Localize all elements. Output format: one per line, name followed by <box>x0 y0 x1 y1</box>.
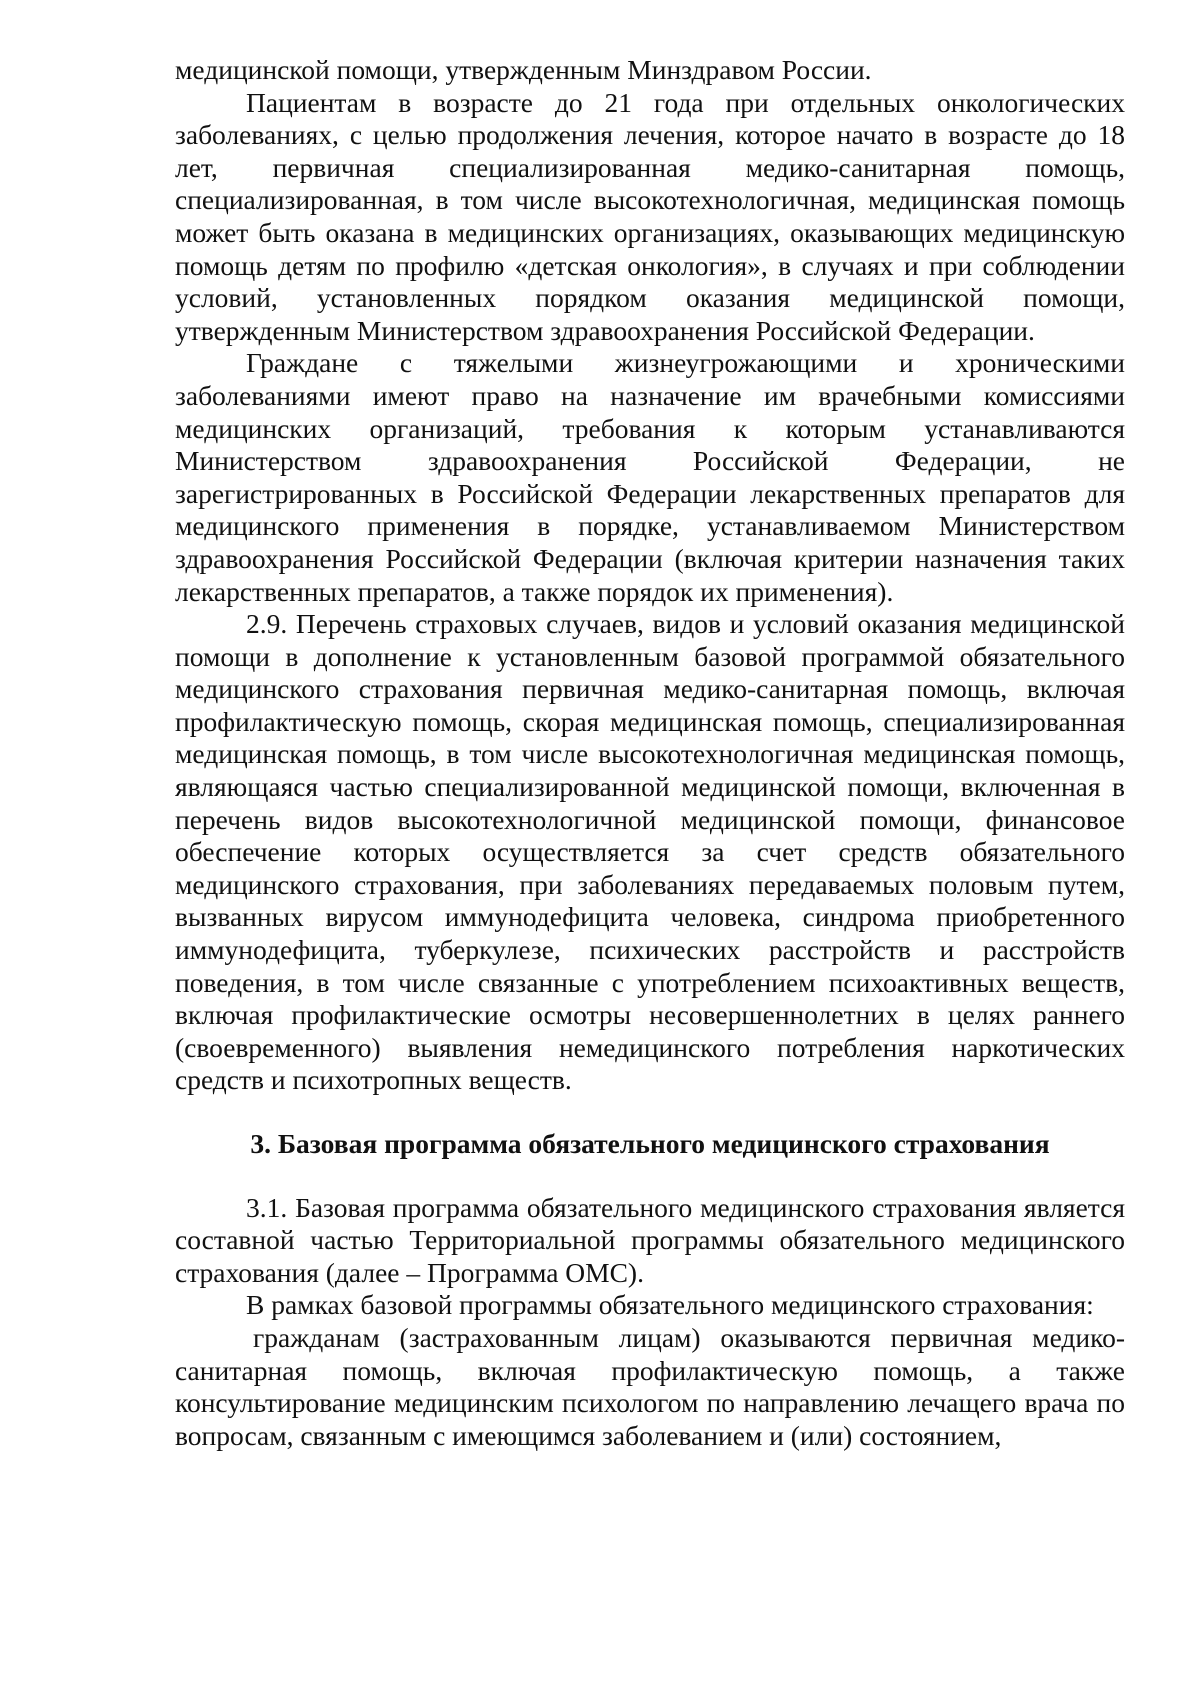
document-page <box>175 54 1125 1452</box>
paragraph-oncology: Пациентам в возрасте до 21 года при отдельных онкологических заболеваниях, с целью продолжения лечения, которое начато в возрасте до 18 лет, первичная специализированная медико-санитарная помощь, специализированная, в том числе высокотехнологичная, медицинская помощь может быть оказана в медицинских организациях, оказывающих медицинскую помощь детям по профилю «детская онкология», в случаях и при соблюдении условий, установленных порядком оказания медицинской помощи, утвержденным Министерством здравоохранения Российской Федерации. <box>175 86 1125 346</box>
section-heading: 3. Базовая программа обязательного медицинского страхования <box>250 1128 1050 1159</box>
paragraph-citizens-insured: гражданам (застрахованным лицам) оказываются первичная медико-санитарная помощь, включая профилактическую помощь, а также консультирование медицинским психологом по направлению лечащего врача по вопросам, связанным с имеющимся заболеванием и (или) состоянием, <box>175 1321 1125 1451</box>
paragraph-2-9: 2.9. Перечень страховых случаев, видов и условий оказания медицинской помощи в дополнение к установленным базовой программой обязательного медицинского страхования первичная медико-санитарная помощь, включая профилактическую помощь, скорая медицинская помощь, специализированная медицинская помощь, в том числе высокотехнологичная медицинская помощь, являющаяся частью специализированной медицинской помощи, включенная в перечень видов высокотехнологичной медицинской помощи, финансовое обеспечение которых осуществляется за счет средств обязательного медицинского страхования, при заболеваниях передаваемых половым путем, вызванных вирусом иммунодефицита человека, синдрома приобретенного иммунодефицита, туберкулезе, психических расстройств и расстройств поведения, в том числе связанные с употреблением психоактивных веществ, включая профилактические осмотры несовершеннолетних в целях раннего (своевременного) выявления немедицинского потребления наркотических средств и психотропных веществ. <box>175 608 1125 1096</box>
paragraph-citizens: Граждане с тяжелыми жизнеугрожающими и хроническими заболеваниями имеют право на назначение им врачебными комиссиями медицинских организаций, требования к которым устанавливаются Министерством здравоохранения Российской Федерации, не зарегистрированных в Российской Федерации лекарственных препаратов для медицинского применения в порядке, устанавливаемом Министерством здравоохранения Российской Федерации (включая критерии назначения таких лекарственных препаратов, а также порядок их применения). <box>175 347 1125 607</box>
paragraph-within: В рамках базовой программы обязательного медицинского страхования: <box>246 1289 1094 1321</box>
intro-line: медицинской помощи, утвержденным Минздравом России. <box>175 54 872 85</box>
paragraph-3-1: 3.1. Базовая программа обязательного медицинского страхования является составной частью Территориальной программы обязательного медицинского страхования (далее – Программа ОМС). <box>175 1191 1125 1288</box>
